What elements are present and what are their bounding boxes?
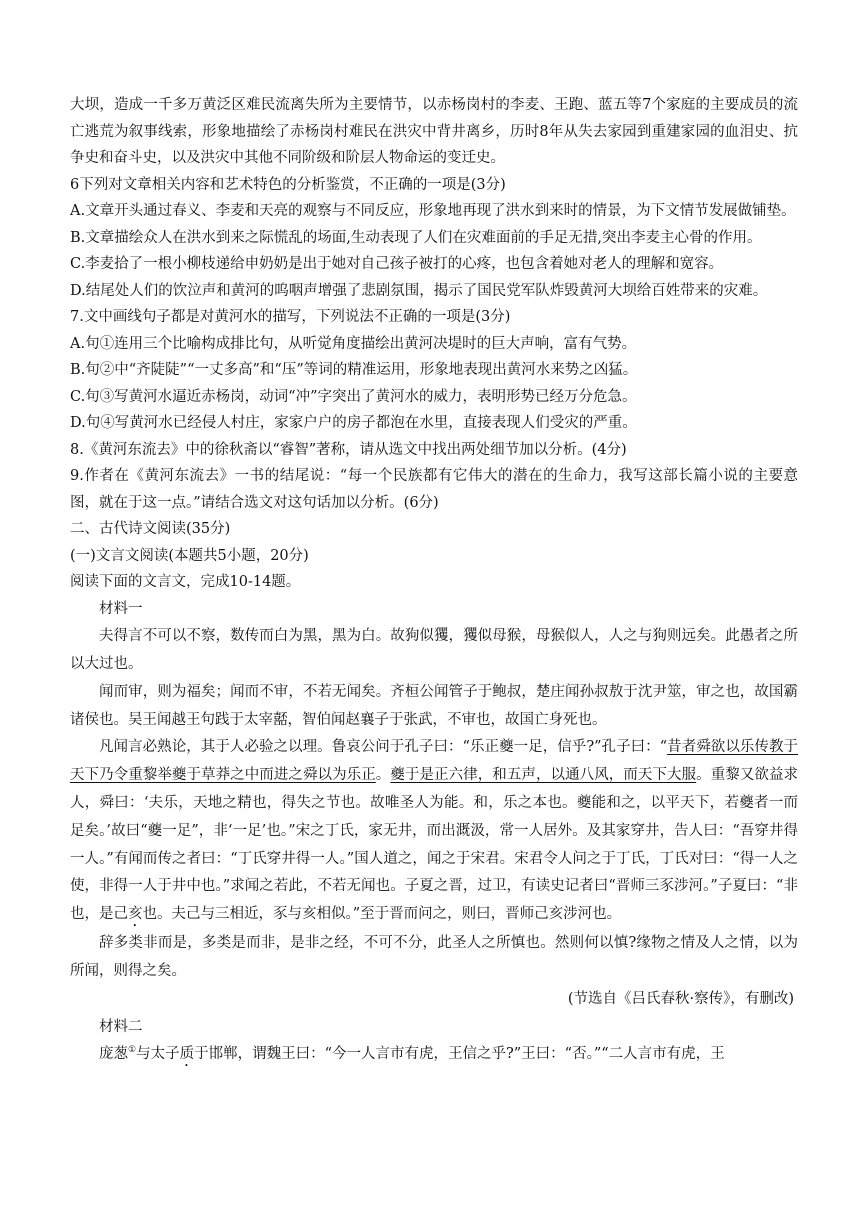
material-two-paragraph-1 xyxy=(70,1041,798,1070)
subsection-heading: (一)文言文阅读(本题共5小题，20分) xyxy=(70,547,309,564)
question-7 xyxy=(70,304,798,437)
question-9: 9.作者在《黄河东流去》一书的结尾说：“每一个民族都有它伟大的潜在的生命力，我写这部长篇小说的主要意图，就在于这一点。”请结合选文对这句话加以分析。(6分) xyxy=(70,468,798,511)
footnote-marker: ① xyxy=(128,1045,137,1056)
material-two xyxy=(70,1014,798,1071)
question-7-stem: 7.文中画线句子都是对黄河水的描写，下列说法不正确的一项是(3分) xyxy=(70,309,511,325)
m2-text-b: 与太子 xyxy=(136,1046,180,1063)
question-7-option-d: D.句④写黄河水已经侵人村庄，家家户户的房子都泡在水里，直接表现人们受灾的严重。 xyxy=(70,415,637,431)
p3-text-b: 。 xyxy=(375,767,391,784)
question-6-stem: 6下列对文章相关内容和艺术特色的分析鉴赏，不正确的一项是(3分) xyxy=(70,176,506,193)
material-one-paragraph-1: 夫得言不可以不察，数传而白为黑，黑为白。故狗似玃，玃似母猴，母猴似人，人之与狗则远矣。此愚者之所以大过也。 xyxy=(70,628,798,673)
question-6-option-a: A.文章开头通过春义、李麦和天亮的观察与不同反应，形象地再现了洪水到来时的情景，为下文情节发展做铺垫。 xyxy=(70,203,796,219)
p3-text-a: 凡闻言必熟论，其于人必验之以理。鲁哀公问于孔子曰：“乐正夔一足，信乎?”孔子曰：“ xyxy=(99,739,668,756)
p3-text-d: 也。夫己与三相近，豕与亥相似。”至于晋而问之，则曰，晋师己亥涉河也。 xyxy=(142,906,622,923)
material-one-paragraph-4: 辞多类非而是，多类是而非，是非之经，不可不分，此圣人之所慎也。然则何以慎?缘物之情及人之情，以为所闻，则得之矣。 xyxy=(70,935,798,980)
emphasized-character-zhi: 质 xyxy=(179,1046,195,1063)
m2-text-c: 于邯郸，谓魏王曰：“今一人言市有虎，王信之乎?”王曰：“否。”“二人言市有虎，王 xyxy=(194,1046,725,1063)
question-6 xyxy=(70,172,798,305)
emphasized-character: 亥 xyxy=(128,906,143,923)
p3-text-c: 。重黎又欲益求人，舜曰：‘夫乐，天地之精也，得失之节也。故唯圣人为能。和，乐之本也。夔能和之，以平天下，若夔者一而足矣。’故曰“夔一足”，非‘一足’也。”宋之丁氏，家无井，而出溉汲，常一人居外。及其家穿井，告人曰：“吾穿井得一人。”有闻而传之者曰：“丁氏穿井得一人。”国人道之，闻之于宋君。宋君令人问之于丁氏，丁氏对曰：“得一人之使，非得一人于井中也。”求闻之若此，不若无闻也。子夏之晋，过卫，有读史记者曰“晋师三豕涉河。”子夏曰：“非也，是己 xyxy=(70,767,799,923)
question-8: 8.《黄河东流去》中的徐秋斋以“睿智”著称，请从选文中找出两处细节加以分析。(4分) xyxy=(70,441,627,458)
m2-text-a: 庞葱 xyxy=(99,1046,128,1063)
material-one-label: 材料一 xyxy=(99,600,143,617)
material-one-paragraph-3 xyxy=(70,734,798,930)
material-two-label: 材料二 xyxy=(99,1018,143,1035)
question-7-option-a: A.句①连用三个比喻构成排比句，从听觉角度描绘出黄河决堤时的巨大声响，富有气势。 xyxy=(70,335,637,352)
material-one xyxy=(70,596,798,1014)
section-heading: 二、古代诗文阅读(35分) xyxy=(70,521,231,537)
question-7-option-c: C.句③写黄河水逼近赤杨岗，动词“冲”字突出了黄河水的威力，表明形势已经万分危急。 xyxy=(70,388,637,405)
material-one-source: (节选自《吕氏春秋·察传》，有删改) xyxy=(567,990,794,1007)
underlined-sentence-2: 夔于是正六律，和五声，以通八风，而天下大服 xyxy=(390,767,697,784)
question-6-option-c: C.李麦拾了一根小柳枝递给申奶奶是出于她对自己孩子被打的心疼，也包含着她对老人的理解和宽容。 xyxy=(70,256,724,272)
question-6-option-b: B.文章描绘众人在洪水到来之际慌乱的场面,生动表现了人们在灾难面前的手足无措,突出李麦主心骨的作用。 xyxy=(70,229,762,246)
intro-paragraph: 大坝，造成一千多万黄泛区难民流离失所为主要情节，以赤杨岗村的李麦、王跑、蓝五等7个家庭的主要成员的流亡逃荒为叙事线索，形象地描绘了赤杨岗村难民在洪灾中背井离乡，历时8年从失去家园到重建家园的血泪史、抗争史和奋斗史，以及洪灾中其他不同阶级和阶层人物命运的变迁史。 xyxy=(70,97,798,166)
reading-instruction: 阅读下面的文言文，完成10-14题。 xyxy=(70,574,301,590)
question-7-option-b: B.句②中“齐陡陡”“一丈多高”和“压”等词的精准运用，形象地表现出黄河水来势之凶猛。 xyxy=(70,362,638,378)
material-one-paragraph-2: 闻而审，则为福矣；闻而不审，不若无闻矣。齐桓公闻管子于鲍叔，楚庄闻孙叔敖于沈尹筮，审之也，故国霸诸侯也。吴王闻越王句践于太宰嚭，智伯闻赵襄子于张武，不审也，故国亡身死也。 xyxy=(70,683,798,728)
question-6-option-d: D.结尾处人们的饮泣声和黄河的呜咽声增强了悲剧氛围，揭示了国民党军队炸毁黄河大坝给百姓带来的灾难。 xyxy=(70,282,768,299)
underlined-sentence-1: 昔者舜欲以乐传教于天下乃令重黎举夔于草莽之中而进之舜以为乐正 xyxy=(70,739,798,784)
